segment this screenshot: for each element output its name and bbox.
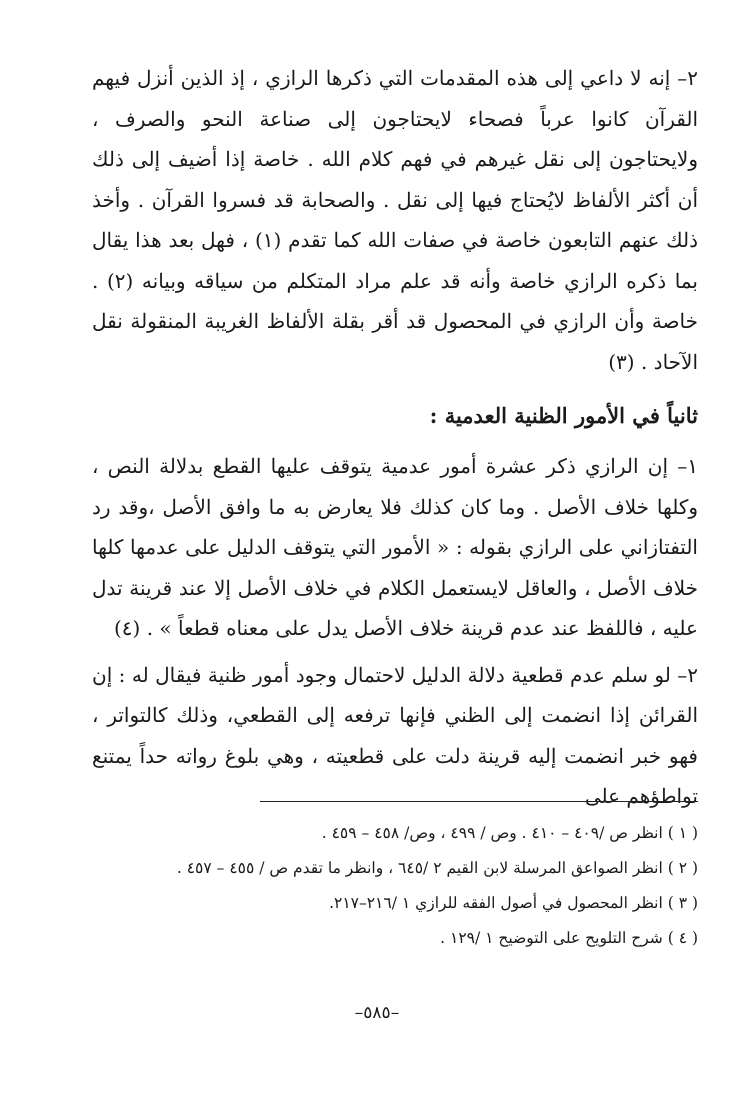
footnote-1: ( ١ ) انظر ص /٤٠٩ – ٤١٠ . وص / ٤٩٩ ، وص/ ٤٥٨ – ٤٥٩ . <box>321 824 698 842</box>
footnotes <box>120 816 698 956</box>
footnote-2: ( ٢ ) انظر الصواعق المرسلة لابن القيم ٢ /٦٤٥ ، وانظر ما تقدم ص / ٤٥٥ – ٤٥٧ . <box>176 859 698 877</box>
paragraph-2-section-2: ٢– لو سلم عدم قطعية دلالة الدليل لاحتمال وجود أمور ظنية فيقال له : إن القرائن إذا انضمت إلى الظني فإنها ترفعه إلى القطعي، وذلك كالتواتر ، فهو خبر انضمت إليه قرينة دلت على قطعيته ، وهي بلوغ رواته حداً يمتنع تواطؤهم على <box>92 662 699 808</box>
footnote-3: ( ٣ ) انظر المحصول في أصول الفقه للرازي ١ /٢١٦–٢١٧. <box>329 894 698 912</box>
section-heading: ثانياً في الأمور الظنية العدمية : <box>429 403 698 428</box>
paragraph-2-section-1: ٢– إنه لا داعي إلى هذه المقدمات التي ذكرها الرازي ، إذ الذين أنزل فيهم القرآن كانوا عرباً فصحاء لايحتاجون إلى صناعة النحو والصرف ، ولايحتاجون إلى نقل غيرهم في فهم كلام الله . خاصة إذا أضيف إلى ذلك أن أكثر الألفاظ لايُحتاج فيها إلى نقل . والصحابة قد فسروا القرآن . وأخذ ذلك عنهم التابعون خاصة في صفات الله كما تقدم (١) ، فهل بعد هذا يقال بما ذكره الرازي خاصة وأنه قد علم مراد المتكلم من سياقه وبيانه (٢) . خاصة وأن الرازي في المحصول قد أقر بقلة الألفاظ الغريبة المنقولة نقل الآحاد . (٣) <box>92 66 698 374</box>
page-number: –٥٨٥– <box>354 1003 400 1023</box>
document-body <box>92 58 698 817</box>
footnote-4: ( ٤ ) شرح التلويح على التوضيح ١ /١٢٩ . <box>440 929 698 947</box>
paragraph-1-section-2: ١– إن الرازي ذكر عشرة أمور عدمية يتوقف عليها القطع بدلالة النص ، وكلها خلاف الأصل . وما كان كذلك فلا يعارض به ما وافق الأصل ،وقد رد التفتازاني على الرازي بقوله : « الأمور التي يتوقف الدليل على عدمها كلها خلاف الأصل ، والعاقل لايستعمل الكلام في خلاف الأصل إلا عند قرينة تدل عليه ، فاللفظ عند عدم قرينة خلاف الأصل يدل على معناه قطعاً » . (٤) <box>92 454 698 640</box>
footnote-divider <box>260 801 698 802</box>
